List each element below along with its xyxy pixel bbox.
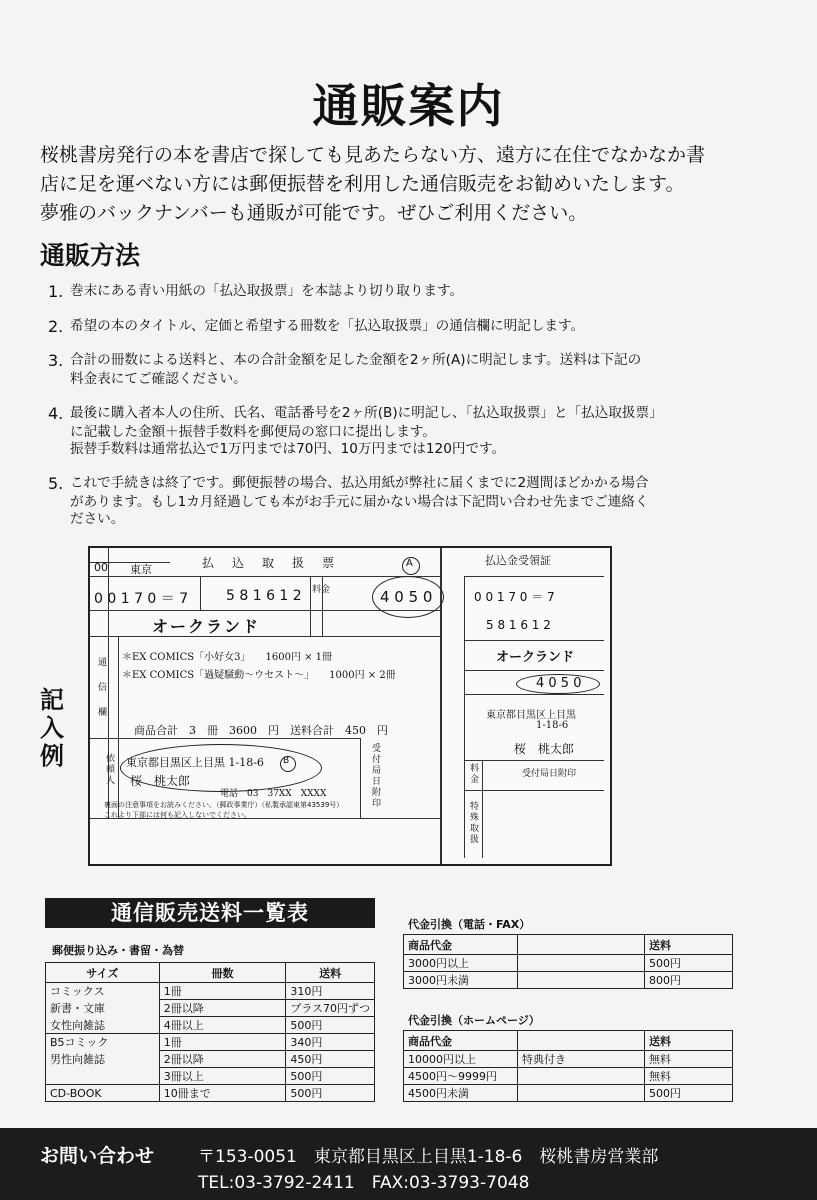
cell: 450円 bbox=[286, 1051, 375, 1068]
intro-line-1: 桜桃書房発行の本を書店で探しても見あたらない方、遠方に在住でなかなか書 bbox=[40, 144, 706, 166]
receipt-address-1: 東京都目黒区上目黒 bbox=[486, 710, 576, 721]
form-code-prefix: 00 bbox=[94, 561, 108, 574]
receipt-amount: 4 0 5 0 bbox=[536, 676, 582, 691]
postal-title: 郵便振り込み・書留・為替 bbox=[52, 944, 184, 957]
step-3 bbox=[48, 352, 641, 388]
form-side-label-3: 欄 bbox=[98, 708, 108, 718]
cell: 女性向雑誌 bbox=[46, 1017, 160, 1034]
cell: 10冊まで bbox=[159, 1085, 286, 1102]
transfer-form-example bbox=[88, 546, 612, 866]
form-name: 桜 桃太郎 bbox=[130, 774, 191, 788]
table-row bbox=[404, 955, 733, 972]
step-text: 希望の本のタイトル、定価と希望する冊数を「払込取扱票」の通信欄に明記します。 bbox=[70, 318, 585, 334]
cell bbox=[518, 972, 645, 989]
form-shipping: 送料合計 450 円 bbox=[290, 724, 388, 737]
cell: プラス70円ずつ bbox=[286, 1000, 375, 1017]
cell: 340円 bbox=[286, 1034, 375, 1051]
form-account-digits: 0 0 1 7 0 ＝ 7 bbox=[94, 591, 189, 607]
table-row bbox=[46, 1068, 375, 1085]
receipt-account: 0 0 1 7 0 ＝ 7 bbox=[474, 590, 555, 604]
table-row bbox=[46, 1017, 375, 1034]
step-1 bbox=[48, 283, 463, 302]
form-note-1: 裏面の注意事項をお読みください。（郵政事業庁）（私製承認東第43539号） bbox=[104, 801, 344, 809]
cell: 4500円～9999円 bbox=[404, 1068, 518, 1085]
cod-phone-table bbox=[403, 934, 733, 989]
table-row bbox=[46, 983, 375, 1000]
step-number: 2. bbox=[48, 317, 64, 336]
cod-phone-title: 代金引換（電話・FAX） bbox=[408, 918, 531, 931]
fee-banner: 通信販売送料一覧表 bbox=[45, 898, 375, 928]
cell: 1冊 bbox=[159, 983, 286, 1000]
form-code-city: 東京 bbox=[130, 563, 152, 576]
postal-header-count: 冊数 bbox=[159, 963, 286, 983]
step-text-cont: があります。もし1カ月経過しても本がお手元に届かない場合は下記問い合わせ先までご連絡く bbox=[70, 494, 649, 510]
form-side-label-2: 信 bbox=[98, 683, 108, 693]
cell: 無料 bbox=[645, 1051, 733, 1068]
cell: 500円 bbox=[286, 1068, 375, 1085]
receipt-fee-label: 料金 bbox=[470, 764, 480, 785]
cod-web-header-blank bbox=[518, 1031, 645, 1051]
table-row bbox=[404, 1085, 733, 1102]
cell: 3000円以上 bbox=[404, 955, 518, 972]
cod-phone-header-price: 商品代金 bbox=[404, 935, 518, 955]
table-row bbox=[46, 1000, 375, 1017]
step-2 bbox=[48, 318, 584, 337]
step-text: 巻末にある青い用紙の「払込取扱票」を本誌より切り取ります。 bbox=[70, 283, 464, 299]
receipt-payee: オークランド bbox=[496, 650, 575, 665]
cell: コミックス bbox=[46, 983, 160, 1000]
example-label: 記入例 bbox=[40, 686, 64, 770]
receipt-special-label: 特殊取扱 bbox=[470, 802, 480, 845]
contact-label: お問い合わせ bbox=[40, 1145, 155, 1167]
form-subtotal: 商品合計 3 冊 3600 円 bbox=[134, 724, 279, 737]
postal-header-fee: 送料 bbox=[286, 963, 375, 983]
contact-phones: TEL:03-3792-2411 FAX:03-3793-7048 bbox=[198, 1173, 530, 1193]
step-number: 5. bbox=[48, 474, 64, 493]
cell bbox=[46, 1068, 160, 1085]
form-stamp-label: 受付局日附印 bbox=[372, 744, 382, 809]
step-4 bbox=[48, 405, 663, 458]
form-note-2: これより下部には何も記入しないでください。 bbox=[104, 811, 251, 819]
step-number: 4. bbox=[48, 404, 64, 423]
cell bbox=[518, 1068, 645, 1085]
table-row bbox=[404, 1068, 733, 1085]
step-text-cont: 振替手数料は通常払込で1万円までは70円、10万円までは120円です。 bbox=[70, 441, 506, 457]
cell: 500円 bbox=[645, 955, 733, 972]
postal-header-size: サイズ bbox=[46, 963, 160, 983]
cell: CD-BOOK bbox=[46, 1085, 160, 1102]
cod-phone-header-blank bbox=[518, 935, 645, 955]
form-header: 払 込 取 扱 票 bbox=[202, 556, 338, 570]
step-text: これで手続きは終了です。郵便振替の場合、払込用紙が弊社に届くまでに2週間ほどかかる場合 bbox=[70, 475, 649, 491]
cod-web-table bbox=[403, 1030, 733, 1102]
step-text-cont: 料金表にてご確認ください。 bbox=[70, 371, 247, 387]
contact-footer bbox=[0, 1128, 817, 1200]
form-kana-label: 依頼人 bbox=[106, 754, 116, 786]
table-row bbox=[46, 1085, 375, 1102]
form-order-line-1: ＊EX COMICS「小好女3」 1600円 × 1冊 bbox=[122, 652, 333, 663]
cell: B5コミック bbox=[46, 1034, 160, 1051]
cell: 特典付き bbox=[518, 1051, 645, 1068]
table-row bbox=[404, 1051, 733, 1068]
cell: 4500円未満 bbox=[404, 1085, 518, 1102]
receipt-address-2: 1-18-6 bbox=[536, 720, 569, 731]
receipt-stamp-label: 受付局日附印 bbox=[522, 769, 577, 779]
postal-fee-table bbox=[45, 962, 375, 1102]
receipt-number: 5 8 1 6 1 2 bbox=[486, 618, 551, 632]
cell: 1冊 bbox=[159, 1034, 286, 1051]
step-text: 合計の冊数による送料と、本の合計金額を足した金額を2ヶ所(A)に明記します。送料は下記の bbox=[70, 352, 642, 368]
method-heading: 通販方法 bbox=[40, 241, 141, 270]
form-account-number: 5 8 1 6 1 2 bbox=[226, 588, 302, 604]
cell: 10000円以上 bbox=[404, 1051, 518, 1068]
cell: 500円 bbox=[286, 1085, 375, 1102]
cell: 新書・文庫 bbox=[46, 1000, 160, 1017]
form-fee-label: 料金 bbox=[312, 585, 331, 595]
cell: 500円 bbox=[645, 1085, 733, 1102]
cell bbox=[518, 955, 645, 972]
cell: 500円 bbox=[286, 1017, 375, 1034]
step-text-cont: ださい。 bbox=[70, 511, 125, 527]
contact-address: 〒153-0051 東京都目黒区上目黒1-18-6 桜桃書房営業部 bbox=[198, 1147, 659, 1167]
intro-line-2: 店に足を運べない方には郵便振替を利用した通信販売をお勧めいたします。 bbox=[40, 173, 685, 195]
form-label-a: A bbox=[406, 558, 413, 569]
form-side-label-1: 通 bbox=[98, 658, 108, 668]
cell bbox=[518, 1085, 645, 1102]
form-address: 東京都目黒区上目黒 1-18-6 bbox=[126, 756, 264, 769]
form-order-line-2: ＊EX COMICS「過疑騒動～ウセスト～」 1000円 × 2冊 bbox=[122, 670, 396, 681]
cell: 2冊以降 bbox=[159, 1000, 286, 1017]
step-text: 最後に購入者本人の住所、氏名、電話番号を2ヶ所(B)に明記し、「払込取扱票」と「払込取扱票」 bbox=[70, 405, 663, 421]
cell: 310円 bbox=[286, 983, 375, 1000]
cod-web-title: 代金引換（ホームページ） bbox=[408, 1014, 540, 1027]
cell: 3冊以上 bbox=[159, 1068, 286, 1085]
page-title: 通販案内 bbox=[312, 79, 505, 133]
receipt-name: 桜 桃太郎 bbox=[514, 742, 575, 756]
cell: 4冊以上 bbox=[159, 1017, 286, 1034]
step-text-cont: に記載した金額＋振替手数料を郵便局の窓口に提出します。 bbox=[70, 424, 436, 440]
cod-web-header-fee: 送料 bbox=[645, 1031, 733, 1051]
step-number: 3. bbox=[48, 351, 64, 370]
cell: 3000円未満 bbox=[404, 972, 518, 989]
cell: 800円 bbox=[645, 972, 733, 989]
form-label-b: B bbox=[283, 756, 290, 766]
receipt-header: 払込金受領証 bbox=[485, 554, 551, 567]
cod-phone-header-fee: 送料 bbox=[645, 935, 733, 955]
table-row bbox=[46, 1051, 375, 1068]
cell: 無料 bbox=[645, 1068, 733, 1085]
table-row bbox=[46, 1034, 375, 1051]
cell: 2冊以降 bbox=[159, 1051, 286, 1068]
cod-web-header-price: 商品代金 bbox=[404, 1031, 518, 1051]
step-5 bbox=[48, 475, 649, 528]
cell: 男性向雑誌 bbox=[46, 1051, 160, 1068]
step-number: 1. bbox=[48, 282, 64, 301]
table-row bbox=[404, 972, 733, 989]
form-amount: 4 0 5 0 bbox=[380, 588, 433, 606]
intro-line-3: 夢雅のバックナンバーも通販が可能です。ぜひご利用ください。 bbox=[40, 202, 588, 224]
form-phone: 電話 03 37XX XXXX bbox=[220, 789, 327, 799]
form-payee: オークランド bbox=[152, 617, 261, 636]
